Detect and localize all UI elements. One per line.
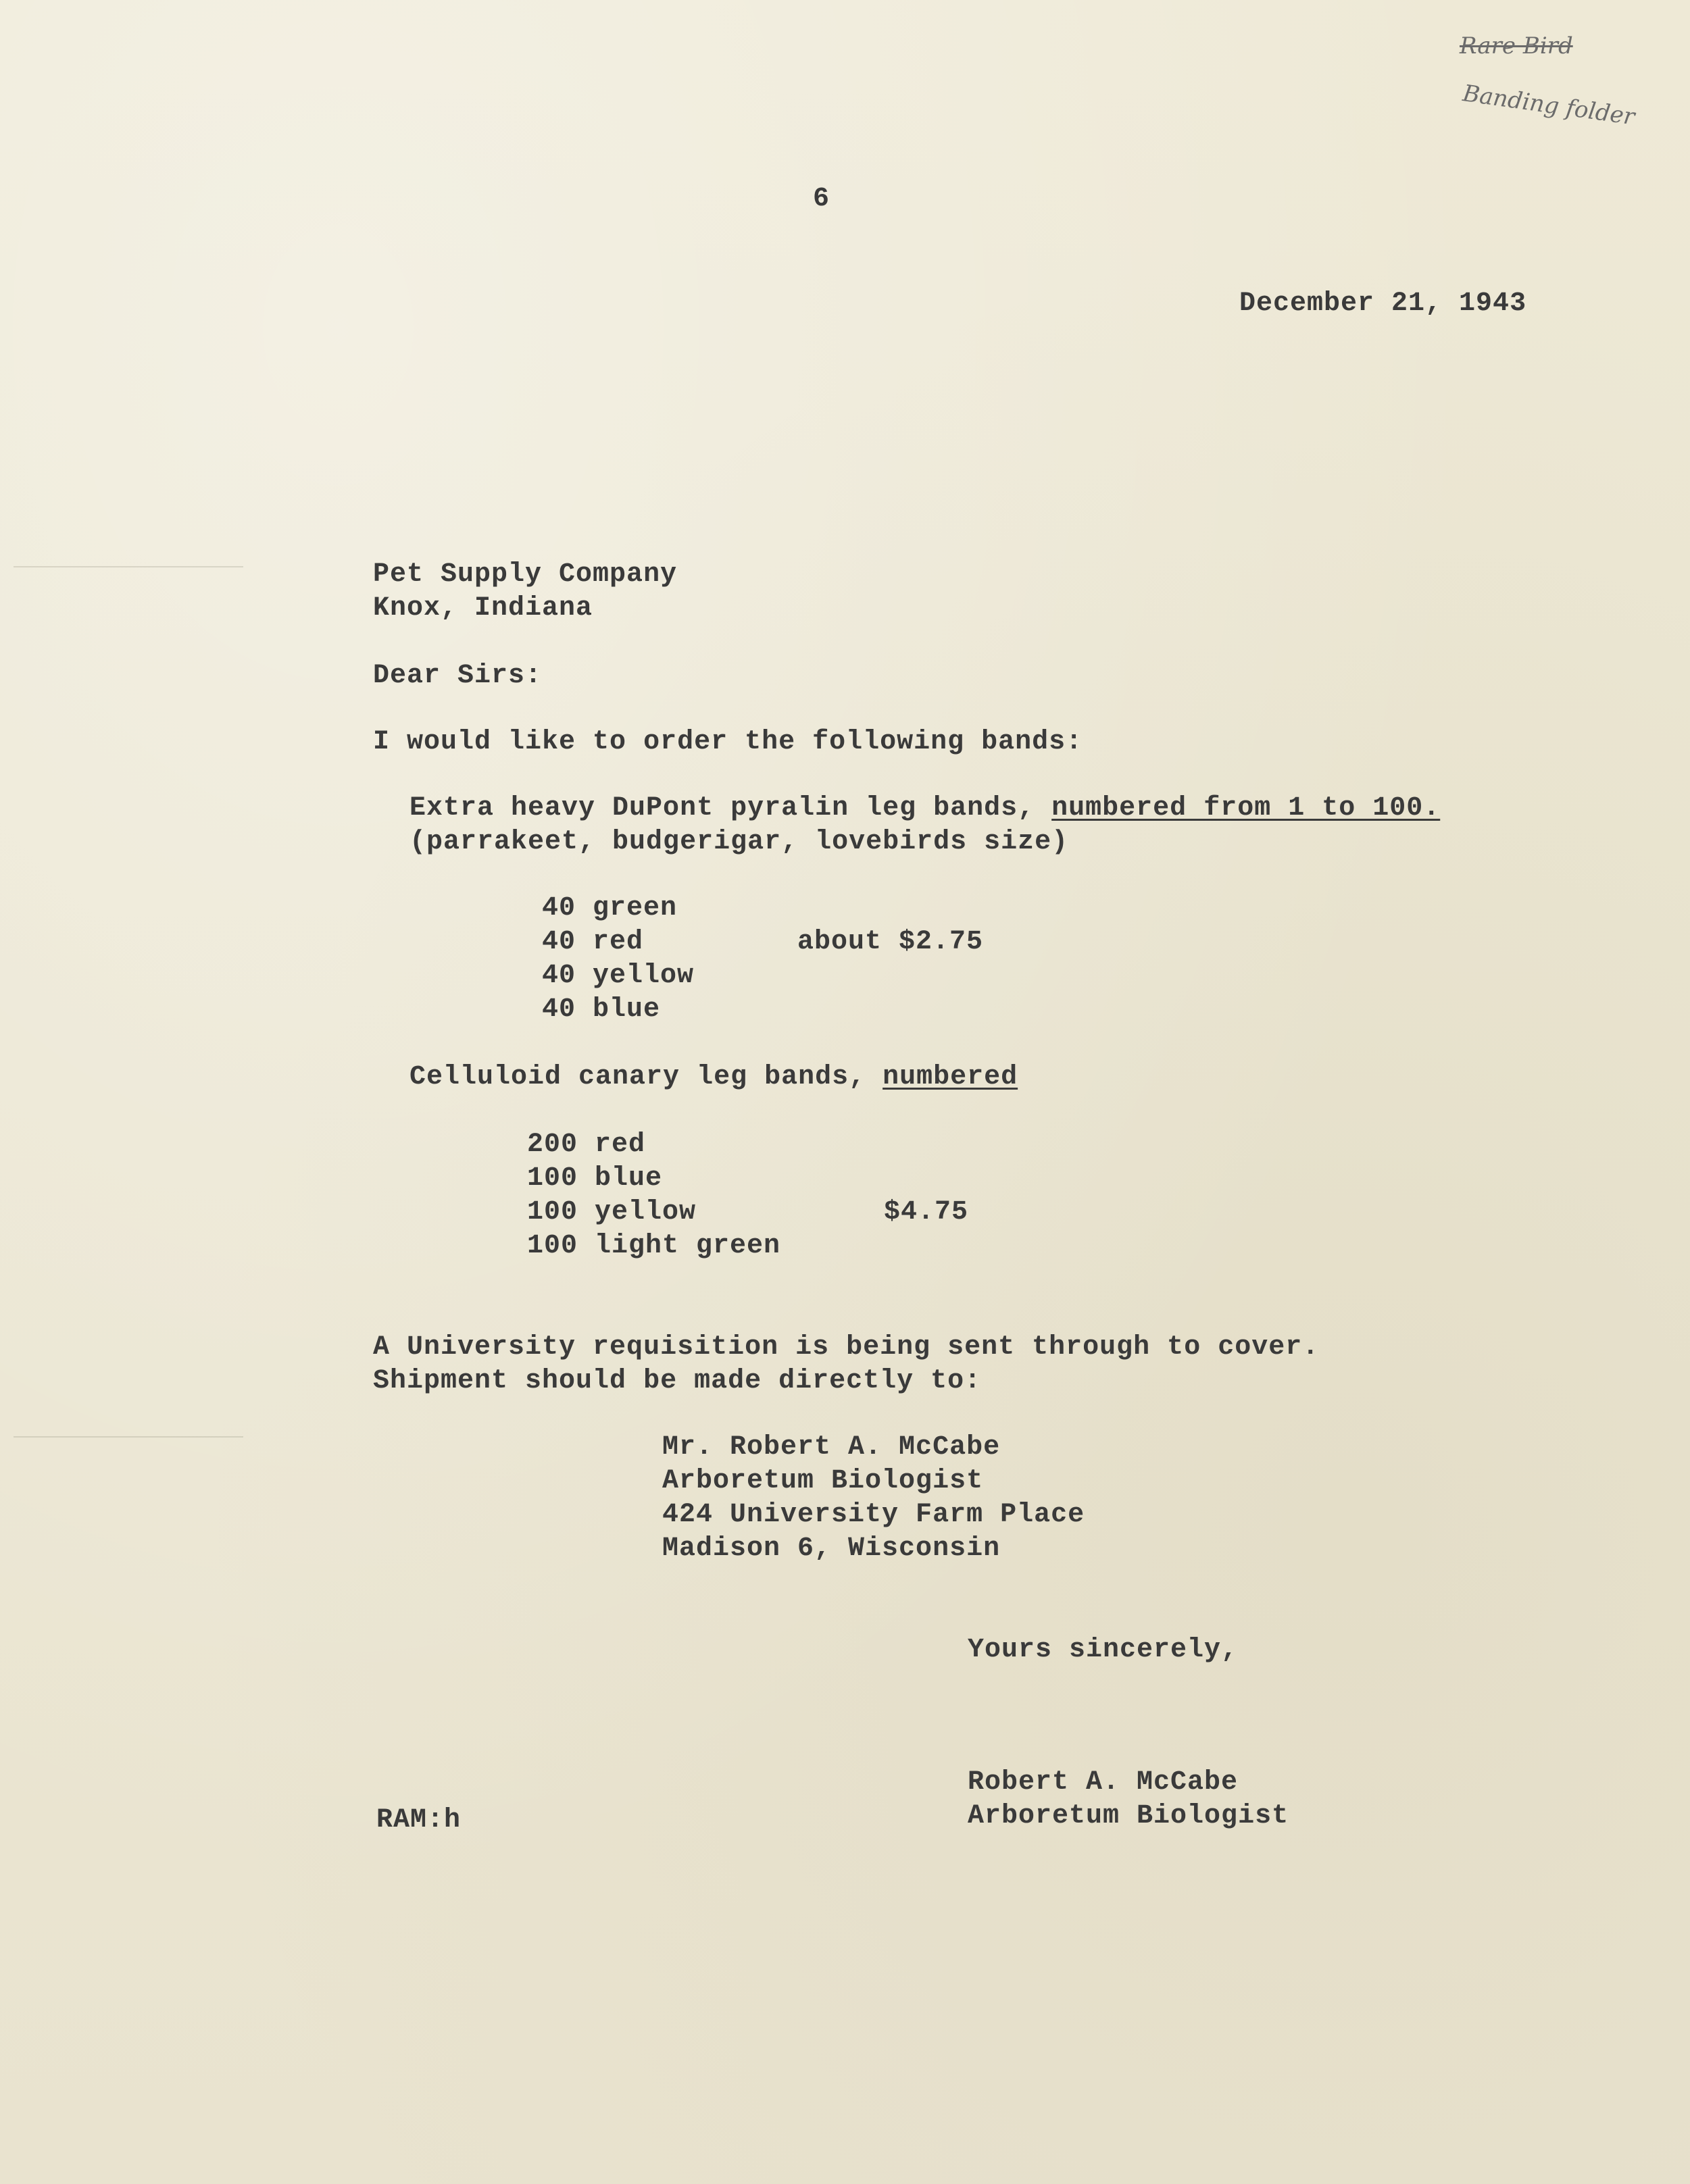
item2-description [409,1061,1018,1094]
item1-price: about $2.75 [797,927,984,957]
signature-name: Robert A. McCabe [968,1767,1239,1798]
ship-to-name: Mr. Robert A. McCabe [662,1432,1001,1463]
typist-initials: RAM:h [376,1805,462,1835]
recipient-name: Pet Supply Company [373,559,678,590]
paper-crease [14,566,243,567]
signature-title: Arboretum Biologist [968,1801,1289,1831]
ship-to-title: Arboretum Biologist [662,1466,984,1496]
item1-row: 40 yellow [542,961,695,991]
page-number: 6 [813,184,830,214]
recipient-address: Knox, Indiana [373,593,593,624]
item1-description [409,792,1440,826]
item2-row: 100 blue [527,1163,663,1194]
shipment-line: Shipment should be made directly to: [373,1366,982,1396]
item2-price: $4.75 [884,1197,969,1227]
item1-size-note: (parrakeet, budgerigar, lovebirds size) [409,827,1069,857]
paper-crease [14,1436,243,1438]
ship-to-city: Madison 6, Wisconsin [662,1533,1001,1564]
intro-line: I would like to order the following bands: [373,727,1083,757]
margin-note: Banding folder [1461,80,1637,131]
item2-desc-underlined: numbered [883,1062,1018,1092]
item1-row: 40 green [542,893,678,923]
item2-desc-text: Celluloid canary leg bands, [409,1062,883,1092]
margin-note-struck: Rare Bird [1460,32,1573,59]
item1-row: 40 blue [542,994,661,1025]
item2-row: 100 yellow [527,1197,697,1227]
salutation: Dear Sirs: [373,661,543,691]
item2-row: 100 light green [527,1231,781,1261]
item1-row: 40 red [542,927,644,957]
item1-desc-underlined: numbered from 1 to 100. [1051,793,1441,823]
letter-date: December 21, 1943 [1239,288,1527,319]
item1-desc-text: Extra heavy DuPont pyralin leg bands, [409,793,1052,823]
ship-to-street: 424 University Farm Place [662,1500,1085,1530]
item2-row: 200 red [527,1129,646,1160]
closing: Yours sincerely, [968,1635,1239,1665]
requisition-line: A University requisition is being sent through to cover. [373,1332,1320,1363]
